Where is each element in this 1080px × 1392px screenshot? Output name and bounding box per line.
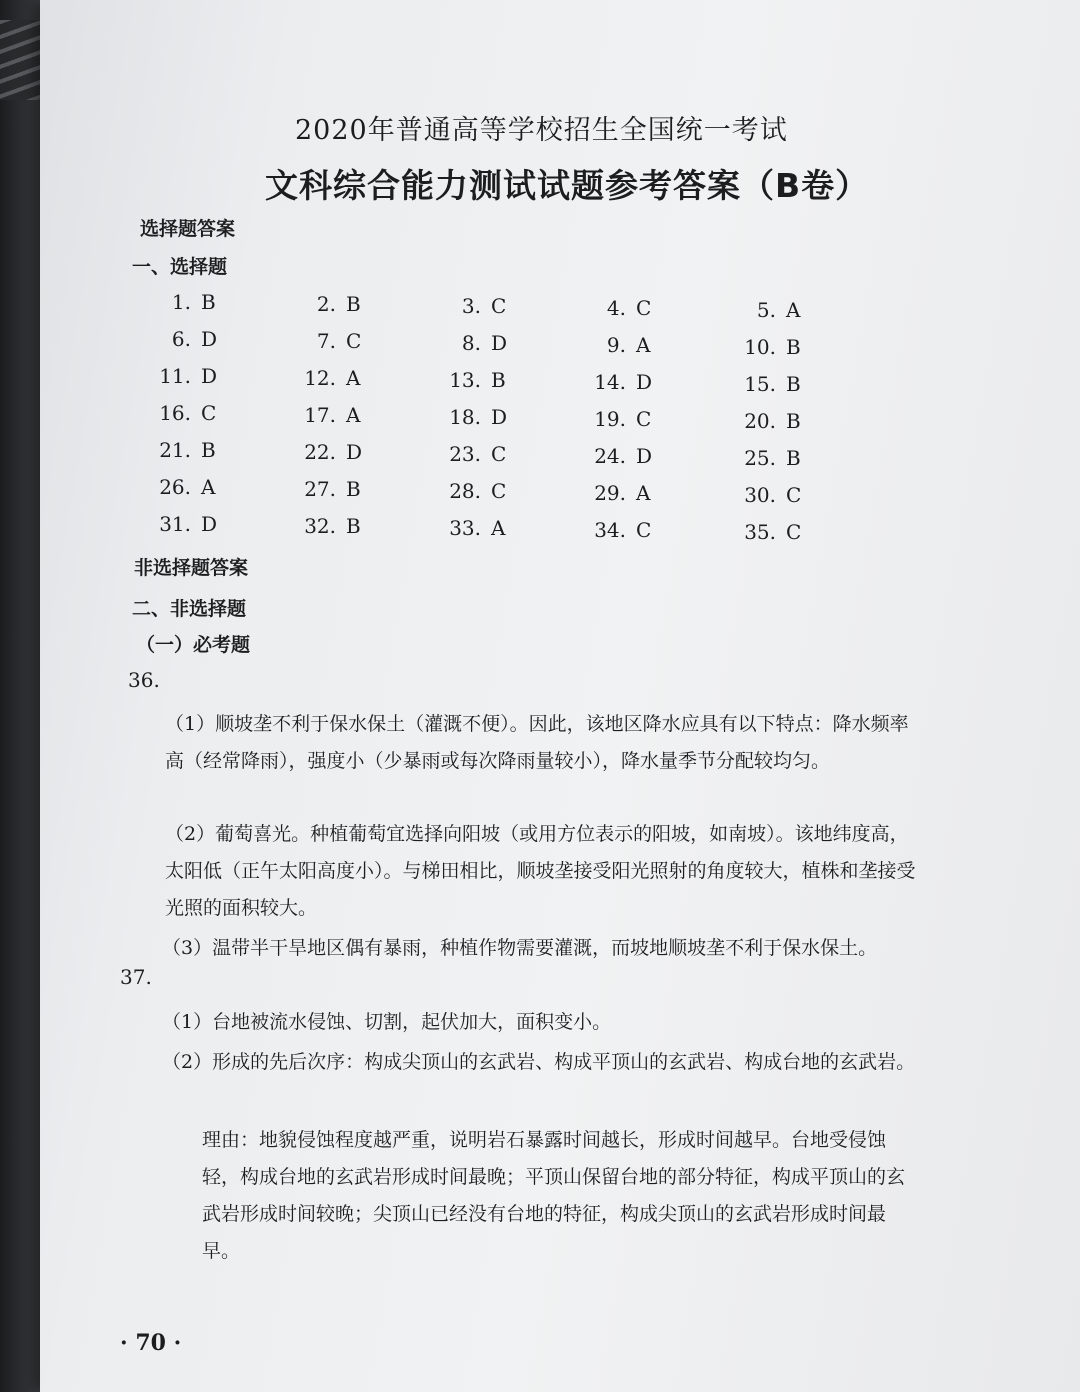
answer-item — [290, 477, 361, 501]
answer-letter: B — [346, 477, 361, 501]
answer-item — [580, 333, 650, 357]
answer-number: 33. — [449, 516, 481, 540]
answer-item — [435, 405, 507, 429]
answer-letter: A — [346, 366, 361, 390]
answer-number: 27. — [304, 477, 336, 501]
answer-letter: C — [636, 407, 652, 431]
section-nonchoice-subheading: 二、非选择题 — [132, 598, 247, 620]
q36-part-1: （1）顺坡垄不利于保水保土（灌溉不便）。因此，该地区降水应具有以下特点：降水频率高（经常降雨），强度小（少暴雨或每次降雨量较小），降水量季节分配较均匀。 — [165, 713, 909, 772]
answer-letter: D — [201, 327, 218, 351]
answer-number: 10. — [744, 335, 776, 359]
answer-item — [290, 403, 360, 427]
answer-item — [290, 366, 360, 390]
answer-item — [145, 438, 216, 462]
answer-item — [730, 372, 801, 396]
answer-letter: B — [786, 446, 801, 470]
answer-item — [730, 446, 801, 470]
answer-letter: D — [346, 440, 363, 464]
answer-number: 8. — [461, 331, 481, 355]
title-line-2: 文科综合能力测试试题参考答案（B卷） — [265, 166, 870, 205]
answer-number: 22. — [304, 440, 336, 464]
answer-letter: A — [346, 403, 361, 427]
answer-item — [145, 475, 215, 499]
answer-item — [580, 370, 652, 394]
answer-letter: D — [491, 405, 508, 429]
answer-letter: A — [491, 516, 506, 540]
answer-letter: B — [786, 409, 801, 433]
page-number: · 70 · — [120, 1330, 182, 1356]
answer-letter: D — [201, 512, 218, 536]
answer-item — [290, 329, 361, 353]
answer-number: 25. — [744, 446, 776, 470]
answer-item — [580, 296, 651, 320]
answer-number: 4. — [606, 296, 626, 320]
section-nonchoice-heading: 非选择题答案 — [134, 557, 249, 579]
answer-item — [730, 483, 801, 507]
answer-item — [580, 481, 650, 505]
answer-item — [145, 364, 217, 388]
answer-item — [145, 327, 217, 351]
answer-number: 17. — [304, 403, 336, 427]
answer-item — [290, 440, 362, 464]
answer-number: 2. — [316, 292, 336, 316]
exam-answer-sheet — [40, 0, 1080, 1392]
answer-number: 9. — [606, 333, 626, 357]
answer-letter: B — [346, 292, 361, 316]
answer-item — [435, 331, 507, 355]
answer-letter: C — [786, 483, 802, 507]
answer-letter: A — [636, 481, 651, 505]
answer-item — [435, 479, 506, 503]
answer-item — [145, 512, 217, 536]
answer-number: 34. — [594, 518, 626, 542]
answer-number: 11. — [159, 364, 191, 388]
answer-letter: C — [201, 401, 217, 425]
answer-number: 6. — [171, 327, 191, 351]
answer-number: 1. — [171, 290, 191, 314]
answer-letter: C — [786, 520, 802, 544]
answer-letter: D — [636, 444, 653, 468]
answer-letter: C — [346, 329, 362, 353]
q37-reason — [202, 1122, 922, 1270]
answer-letter: B — [786, 335, 801, 359]
answer-item — [435, 294, 506, 318]
answer-item — [145, 401, 216, 425]
answer-letter: C — [636, 296, 652, 320]
answer-number: 16. — [159, 401, 191, 425]
title-line-1: 2020年普通高等学校招生全国统一考试 — [295, 115, 788, 146]
question-36-number: 36. — [128, 668, 160, 692]
q36-part-2: （2）葡萄喜光。种植葡萄宜选择向阳坡（或用方位表示的阳坡，如南坡）。该地纬度高，太阳低（正午太阳高度小）。与梯田相比，顺坡垄接受阳光照射的角度较大，植株和垄接受光照的面积较大。 — [165, 823, 916, 919]
answer-letter: B — [786, 372, 801, 396]
answer-letter: D — [636, 370, 653, 394]
answer-letter: B — [346, 514, 361, 538]
answer-item — [290, 292, 361, 316]
q37-part-2-body: 构成尖顶山的玄武岩、构成平顶山的玄武岩、构成台地的玄武岩。 — [364, 1051, 916, 1073]
answer-letter: B — [491, 368, 506, 392]
answer-number: 31. — [159, 512, 191, 536]
answer-letter: A — [636, 333, 651, 357]
answer-letter: D — [201, 364, 218, 388]
answer-letter: B — [201, 438, 216, 462]
q37-reason-lead: 理由： — [202, 1129, 260, 1151]
answer-number: 26. — [159, 475, 191, 499]
answer-letter: A — [786, 298, 801, 322]
answer-number: 18. — [449, 405, 481, 429]
answer-number: 19. — [594, 407, 626, 431]
answer-letter: C — [491, 442, 507, 466]
answer-item — [290, 514, 361, 538]
section-choice-subheading: 一、选择题 — [132, 256, 228, 278]
answer-item — [435, 368, 506, 392]
answer-letter: C — [636, 518, 652, 542]
answer-number: 13. — [449, 368, 481, 392]
answer-letter: C — [491, 294, 507, 318]
answer-letter: C — [491, 479, 507, 503]
answer-item — [730, 520, 801, 544]
section-required-heading: （一）必考题 — [136, 634, 251, 656]
section-choice-heading: 选择题答案 — [140, 218, 236, 240]
answer-item — [730, 298, 800, 322]
answer-number: 28. — [449, 479, 481, 503]
answer-item — [435, 442, 506, 466]
answer-number: 21. — [159, 438, 191, 462]
question-37-number: 37. — [120, 965, 152, 989]
q37-reason-body: 地貌侵蚀程度越严重，说明岩石暴露时间越长，形成时间越早。台地受侵蚀轻，构成台地的玄武岩形成时间最晚；平顶山保留台地的部分特征，构成平顶山的玄武岩形成时间较晚；尖顶山已经没有台地的特征，构成尖顶山的玄武岩形成时间最早。 — [202, 1129, 906, 1262]
answer-number: 20. — [744, 409, 776, 433]
answer-letter: D — [491, 331, 508, 355]
answer-number: 14. — [594, 370, 626, 394]
answer-letter: B — [201, 290, 216, 314]
q37-part-2 — [162, 1044, 922, 1081]
answer-number: 29. — [594, 481, 626, 505]
answer-number: 23. — [449, 442, 481, 466]
answer-number: 3. — [461, 294, 481, 318]
answer-number: 15. — [744, 372, 776, 396]
answer-item — [580, 444, 652, 468]
answer-item — [580, 407, 651, 431]
q37-part-1: （1）台地被流水侵蚀、切割，起伏加大，面积变小。 — [162, 1011, 612, 1033]
answer-item — [730, 335, 801, 359]
answer-item — [145, 290, 216, 314]
answer-letter: A — [201, 475, 216, 499]
answer-number: 24. — [594, 444, 626, 468]
answer-number: 7. — [316, 329, 336, 353]
answer-number: 30. — [744, 483, 776, 507]
q36-part-3: （3）温带半干旱地区偶有暴雨，种植作物需要灌溉，而坡地顺坡垄不利于保水保土。 — [162, 937, 878, 959]
answer-number: 32. — [304, 514, 336, 538]
q37-part-2-lead: （2）形成的先后次序： — [162, 1051, 365, 1073]
answer-item — [580, 518, 651, 542]
answer-number: 35. — [744, 520, 776, 544]
answer-number: 5. — [756, 298, 776, 322]
answer-item — [730, 409, 801, 433]
answer-item — [435, 516, 505, 540]
answer-number: 12. — [304, 366, 336, 390]
